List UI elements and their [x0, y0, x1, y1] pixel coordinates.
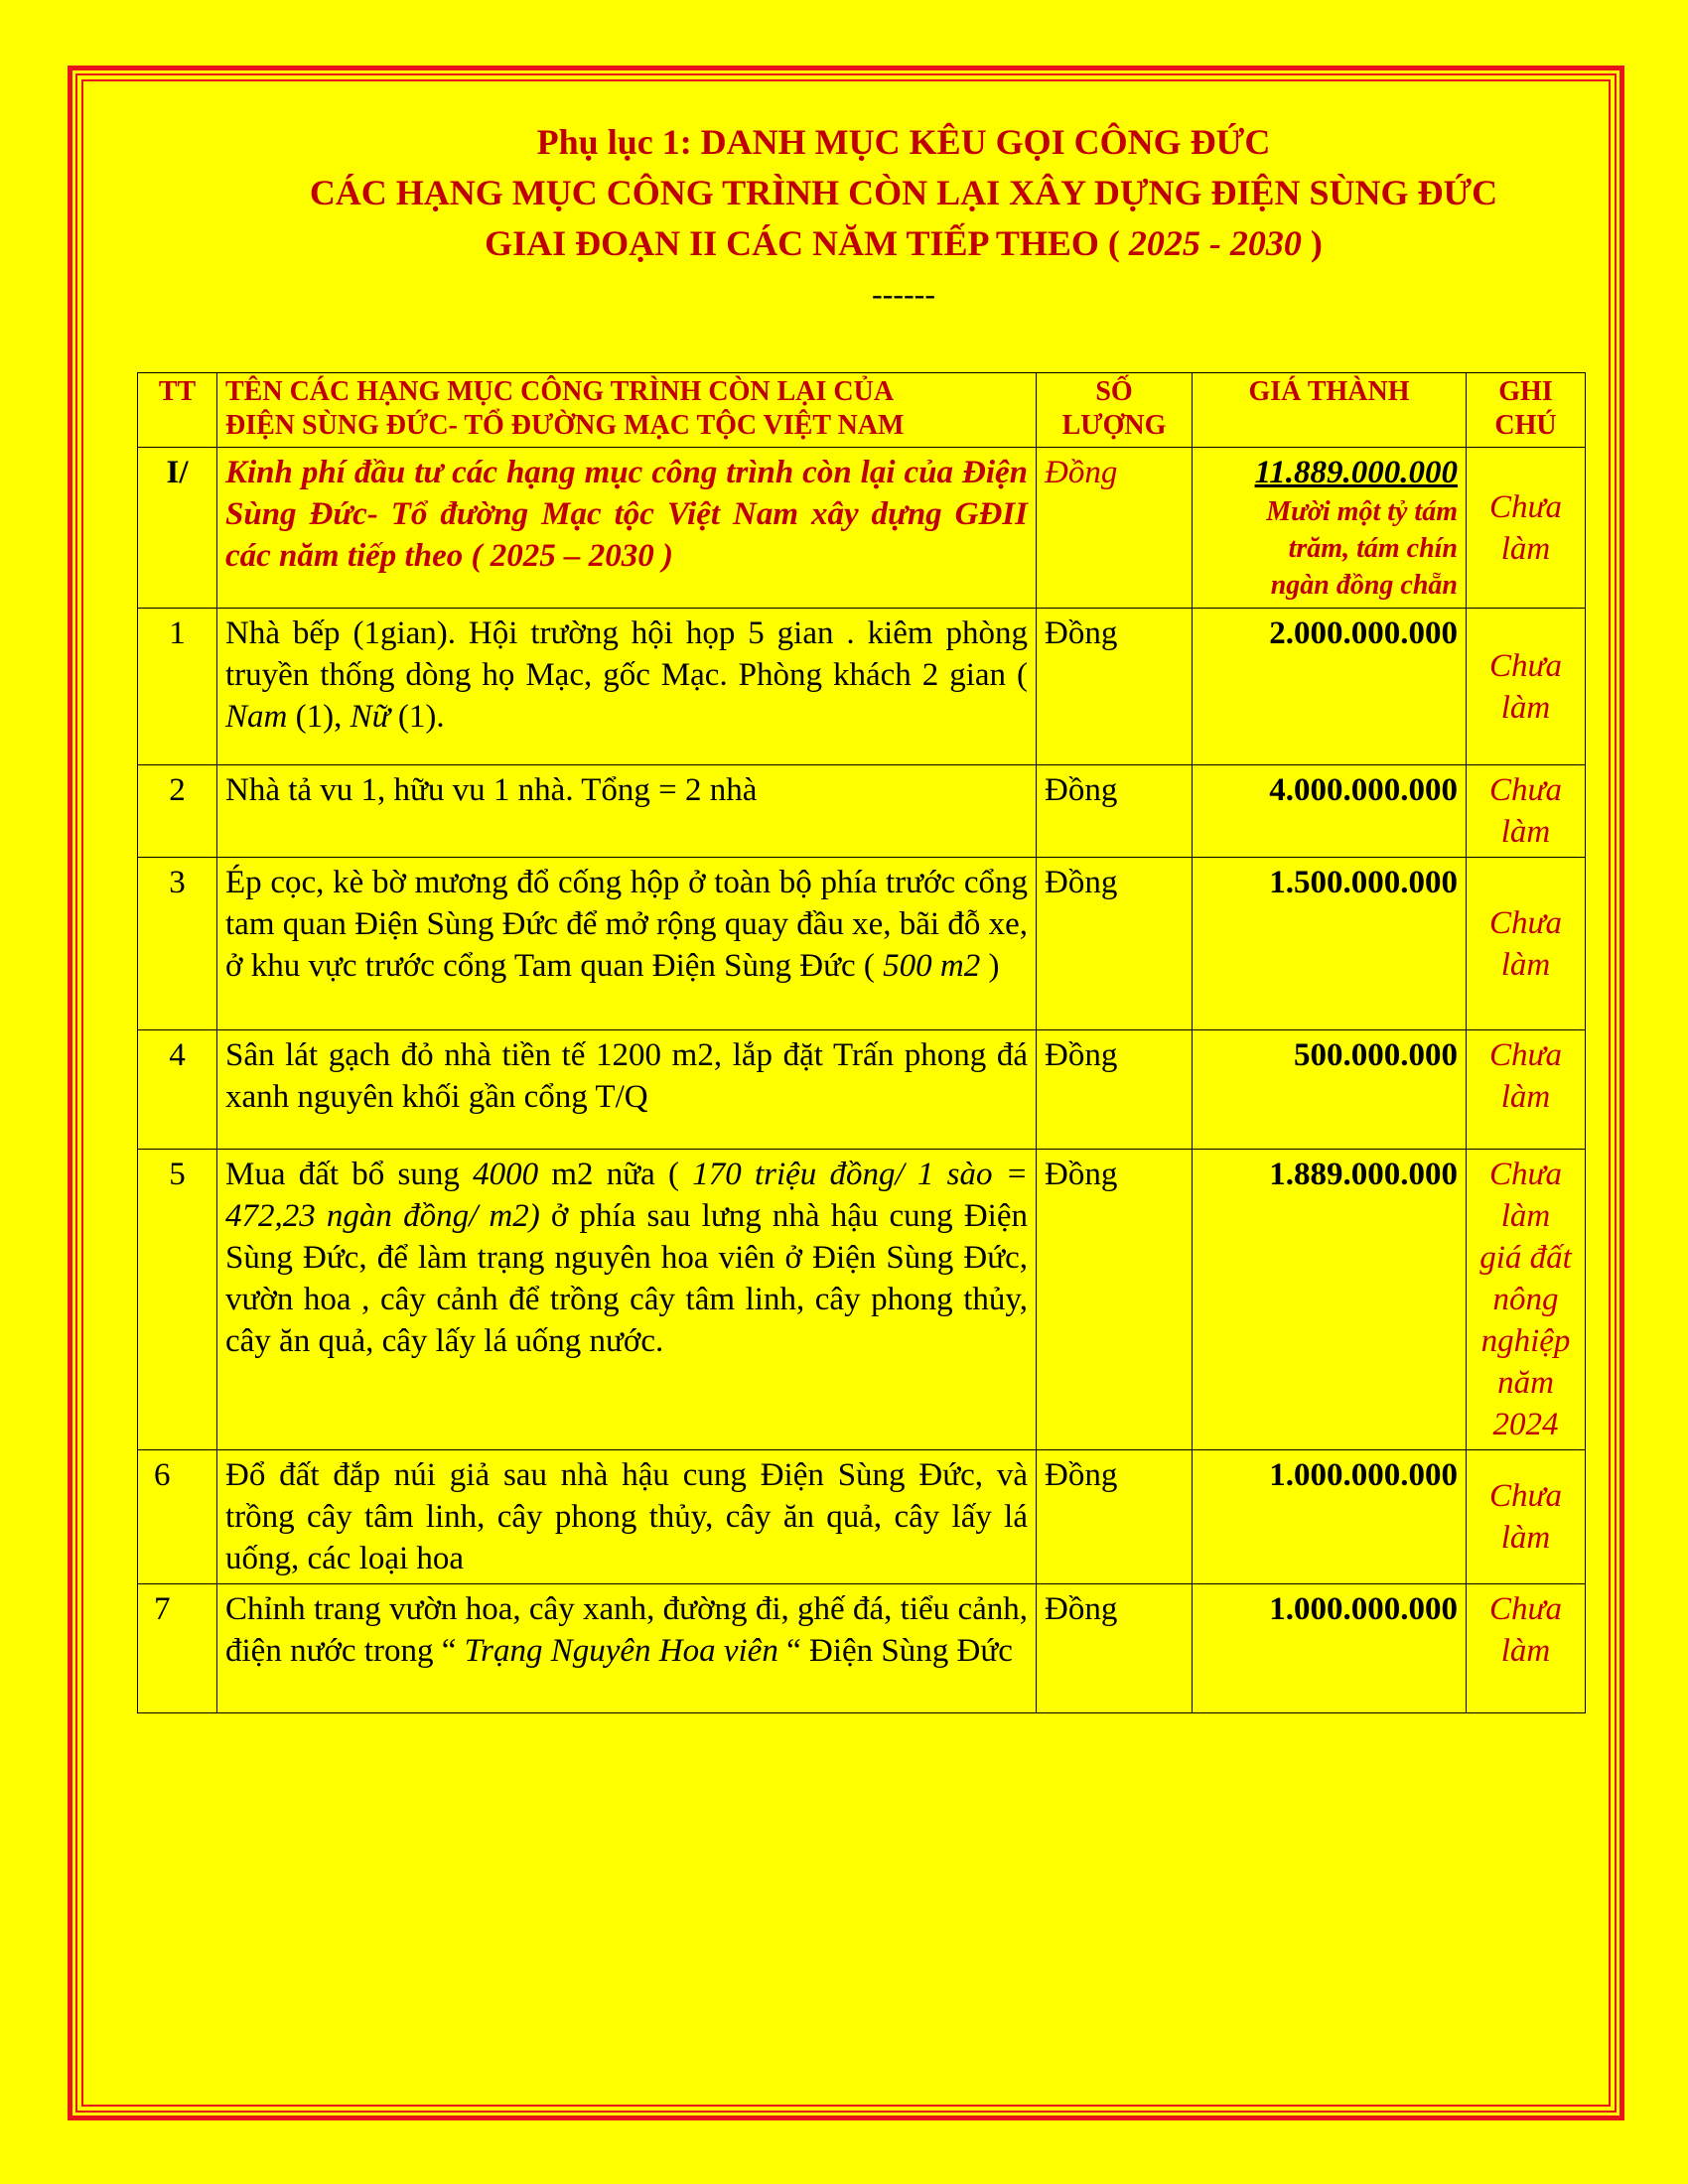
table-header-row — [138, 373, 1586, 448]
header-price: GIÁ THÀNH — [1193, 373, 1467, 448]
note-line: làm — [1500, 1633, 1551, 1669]
note-line: làm — [1500, 946, 1551, 983]
note-line: Chưa — [1488, 772, 1562, 808]
row-name-text: m2 nữa ( — [538, 1157, 693, 1192]
note-line: Chưa — [1488, 1478, 1562, 1514]
table-row — [138, 609, 1586, 765]
note-line: làm — [1500, 1198, 1551, 1234]
row-name-text: “ Điện Sùng Đức — [777, 1633, 1013, 1669]
row-name: Sân lát gạch đỏ nhà tiền tế 1200 m2, lắp đặt Trấn phong đá xanh nguyên khối gần cổng T/Q — [217, 1030, 1037, 1150]
section-total-words-2: trăm, tám chín — [1288, 533, 1458, 564]
row-name — [217, 1584, 1037, 1713]
section-row — [138, 448, 1586, 609]
note-line: năm — [1497, 1365, 1554, 1401]
title-line-2: CÁC HẠNG MỤC CÔNG TRÌNH CÒN LẠI XÂY DỰNG ĐIỆN SÙNG ĐỨC — [309, 173, 1498, 212]
row-name: Đổ đất đắp núi giả sau nhà hậu cung Điện Sùng Đức, và trồng cây tâm linh, cây phong thủy, cây ăn quả, cây lấy lá uống, các loại hoa — [217, 1450, 1037, 1584]
table-row — [138, 765, 1586, 858]
note-line: Chưa — [1488, 1157, 1562, 1192]
note-line: nghiệp — [1480, 1323, 1571, 1359]
row-price: 1.889.000.000 — [1193, 1150, 1467, 1450]
header-qty-line-2: LƯỢNG — [1061, 410, 1167, 441]
row-name-text: Trạng Nguyên Hoa viên — [464, 1633, 778, 1669]
row-qty: Đồng — [1037, 1150, 1193, 1450]
row-name-text: (1). — [389, 699, 445, 735]
row-name-text: Nam — [225, 699, 288, 735]
title-years: 2025 - 2030 — [1128, 223, 1302, 263]
header-qty — [1037, 373, 1193, 448]
row-note — [1467, 609, 1586, 765]
row-name — [217, 609, 1037, 765]
row-tt: 1 — [138, 609, 217, 765]
title-line-3-suffix: ) — [1301, 223, 1323, 263]
project-table — [137, 372, 1586, 1713]
section-note — [1467, 448, 1586, 609]
note-line: Chưa — [1488, 904, 1562, 941]
section-tt: I/ — [138, 448, 217, 609]
note-line: làm — [1500, 530, 1551, 567]
row-name-text: 170 triệu đồng/ 1 sào = 472,23 ngàn đồng/ m2) — [225, 1157, 1028, 1234]
table-row — [138, 1030, 1586, 1150]
section-price — [1193, 448, 1467, 609]
note-line: làm — [1500, 689, 1551, 726]
header-qty-line-1: SỐ — [1095, 376, 1133, 407]
row-price: 1.000.000.000 — [1193, 1584, 1467, 1713]
header-tt: TT — [138, 373, 217, 448]
row-name-text: 4000 — [473, 1157, 539, 1192]
document-title — [179, 117, 1628, 320]
title-line-3-prefix: GIAI ĐOẠN II CÁC NĂM TIẾP THEO ( — [485, 223, 1129, 263]
note-line: Chưa — [1488, 647, 1562, 684]
title-line-3 — [179, 218, 1628, 269]
row-price: 1.000.000.000 — [1193, 1450, 1467, 1584]
row-name-text: 500 m2 — [883, 948, 981, 984]
row-name — [217, 1150, 1037, 1450]
table-row — [138, 1150, 1586, 1450]
section-qty: Đồng — [1037, 448, 1193, 609]
note-line: làm — [1500, 1520, 1551, 1556]
header-note — [1467, 373, 1586, 448]
row-name-text: ở phía sau lưng nhà hậu cung Điện Sùng Đức, để làm trạng nguyên hoa viên ở Điện Sùng Đức, vườn hoa , cây cảnh để trồng cây tâm linh, cây phong thủy, cây ăn quả, cây lấy lá uống nước. — [225, 1198, 1028, 1359]
section-total-words-1: Mười một tỷ tám — [1266, 496, 1458, 527]
table-row — [138, 1450, 1586, 1584]
row-note — [1467, 858, 1586, 1030]
row-qty: Đồng — [1037, 765, 1193, 858]
row-note — [1467, 1584, 1586, 1713]
row-name-text: Mua đất bổ sung — [225, 1157, 474, 1192]
row-name-text: Nhà bếp (1gian). Hội trường hội họp 5 gian . kiêm phòng truyền thống dòng họ Mạc, gốc Mạc. Phòng khách 2 gian ( — [225, 615, 1028, 693]
row-note — [1467, 1150, 1586, 1450]
row-qty: Đồng — [1037, 609, 1193, 765]
row-qty: Đồng — [1037, 1450, 1193, 1584]
row-qty: Đồng — [1037, 1030, 1193, 1150]
row-tt: 2 — [138, 765, 217, 858]
note-line: làm — [1500, 814, 1551, 850]
section-total: 11.889.000.000 — [1254, 455, 1458, 490]
row-name-text: Ép cọc, kè bờ mương đổ cống hộp ở toàn bộ phía trước cổng tam quan Điện Sùng Đức để mở rộng quay đầu xe, bãi đỗ xe, ở khu vực trước cổng Tam quan Điện Sùng Đức ( — [225, 865, 1028, 984]
row-price: 500.000.000 — [1193, 1030, 1467, 1150]
header-name-line-1: TÊN CÁC HẠNG MỤC CÔNG TRÌNH CÒN LẠI CỦA — [225, 376, 895, 407]
note-line: 2024 — [1492, 1407, 1559, 1442]
section-name: Kinh phí đầu tư các hạng mục công trình còn lại của Điện Sùng Đức- Tổ đường Mạc tộc Việt Nam xây dựng GĐII các năm tiếp theo ( 2025 – 2030 ) — [217, 448, 1037, 609]
row-name-text: (1), — [287, 699, 351, 735]
row-qty: Đồng — [1037, 1584, 1193, 1713]
note-line: Chưa — [1488, 1591, 1562, 1627]
row-tt: 7 — [138, 1584, 217, 1713]
note-line: làm — [1500, 1079, 1551, 1115]
row-tt: 4 — [138, 1030, 217, 1150]
section-total-words-3: ngàn đồng chẵn — [1270, 570, 1458, 601]
note-line: Chưa — [1488, 1037, 1562, 1073]
row-qty: Đồng — [1037, 858, 1193, 1030]
row-price: 2.000.000.000 — [1193, 609, 1467, 765]
row-note — [1467, 1450, 1586, 1584]
row-name-text: Chỉnh trang vườn hoa, cây xanh, đường đi, ghế đá, tiểu cảnh, điện nước trong “ — [225, 1591, 1028, 1669]
note-line: Chưa — [1488, 488, 1562, 525]
row-name-text: Nữ — [350, 699, 390, 735]
header-name — [217, 373, 1037, 448]
title-separator: ------ — [872, 276, 935, 312]
title-line-1: Phụ lục 1: DANH MỤC KÊU GỌI CÔNG ĐỨC — [536, 122, 1271, 162]
row-price: 1.500.000.000 — [1193, 858, 1467, 1030]
row-name-text: ) — [980, 948, 1000, 984]
row-name — [217, 858, 1037, 1030]
header-note-line-2: CHÚ — [1494, 410, 1557, 441]
row-price: 4.000.000.000 — [1193, 765, 1467, 858]
row-name: Nhà tả vu 1, hữu vu 1 nhà. Tổng = 2 nhà — [217, 765, 1037, 858]
row-note — [1467, 1030, 1586, 1150]
row-tt: 5 — [138, 1150, 217, 1450]
table-row — [138, 1584, 1586, 1713]
header-note-line-1: GHI — [1498, 376, 1553, 407]
table-row — [138, 858, 1586, 1030]
note-line: nông — [1492, 1282, 1559, 1317]
row-tt: 6 — [138, 1450, 217, 1584]
note-line: giá đất — [1479, 1240, 1572, 1276]
row-tt: 3 — [138, 858, 217, 1030]
row-note — [1467, 765, 1586, 858]
header-name-line-2: ĐIỆN SÙNG ĐỨC- TỔ ĐƯỜNG MẠC TỘC VIỆT NAM — [225, 410, 905, 441]
